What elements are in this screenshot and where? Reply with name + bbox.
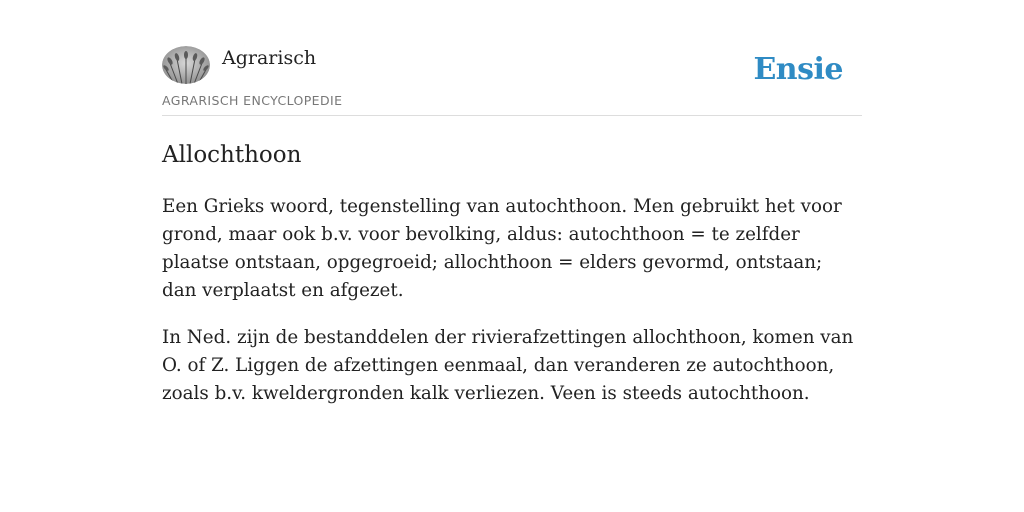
source-logo-link[interactable] [162,46,210,84]
article-title: Allochthoon [162,142,302,168]
ensie-brand-logo[interactable]: Ensie [753,52,843,87]
article-paragraph: In Ned. zijn de bestanddelen der rivierafzettingen allochthoon, komen van O. of Z. Liggen de afzettingen eenmaal, dan veranderen ze autochthoon, zoals b.v. kweldergronden kalk verliezen. Veen is steeds autochthoon. [162,327,854,404]
article-paragraph: Een Grieks woord, tegenstelling van autochthoon. Men gebruikt het voor grond, maar ook b.v. voor bevolking, aldus: autochthoon = te zelfder plaatse ontstaan, opgegroeid; allochthoon = elders gevormd, ontstaan; dan verplaatst en afgezet. [162,196,842,301]
article [162,140,862,408]
site-header [162,0,862,116]
source-subtitle-link[interactable]: AGRARISCH ENCYCLOPEDIE [162,93,343,108]
wheat-ears-image [162,46,210,84]
page-container [162,0,862,408]
source-name-link[interactable]: Agrarisch [222,47,317,69]
